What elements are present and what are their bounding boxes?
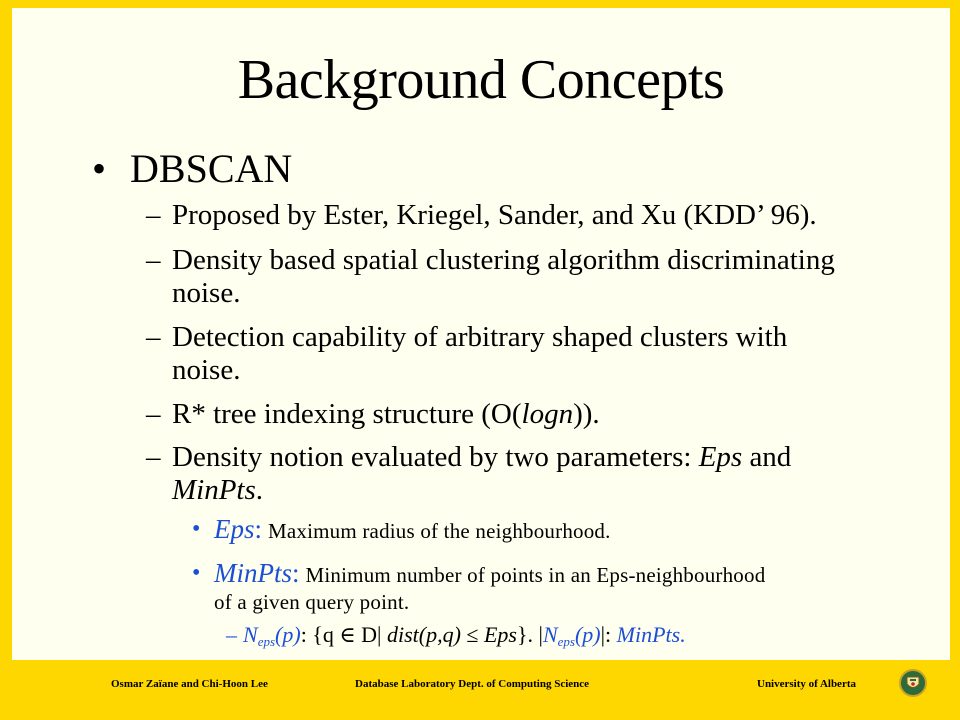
bullet-dot: • <box>92 146 107 191</box>
sub-item-3-text: Detection capability of arbitrary shaped clusters with noise. <box>172 321 788 386</box>
bullet-dot: • <box>192 560 201 586</box>
param-minpts <box>192 560 912 616</box>
bottom-border <box>0 704 960 720</box>
sub-item-5 <box>146 441 906 507</box>
dash: – <box>146 199 161 231</box>
sub-item-4-text: R* tree indexing structure (O(logn)). <box>172 398 600 430</box>
main-bullet <box>92 146 293 191</box>
dash: – <box>146 398 161 430</box>
param-eps-text: Eps: Maximum radius of the neighbourhood. <box>214 514 611 544</box>
main-bullet-label: DBSCAN <box>130 146 293 191</box>
param-minpts-text: MinPts: Minimum number of points in an Eps-neighbourhood of a given query point. <box>214 558 766 614</box>
sub-item-2 <box>146 244 906 310</box>
footer-university: University of Alberta <box>757 678 856 690</box>
footer-lab: Database Laboratory Dept. of Computing Science <box>355 678 590 690</box>
slide-body <box>12 8 950 660</box>
sub-item-1 <box>146 199 906 232</box>
dash: – <box>146 321 161 353</box>
neighbourhood-formula: – $N_{eps}(p)$: {q ∈ D| dist(p,q) ≤ Eps}. $|N_{eps}(p)|$: MinPts. <box>226 622 686 649</box>
slide-footer <box>0 664 960 704</box>
sub-item-4 <box>146 398 906 431</box>
slide-title: Background Concepts <box>237 49 725 111</box>
sub-item-2-text: Density based spatial clustering algorithm discriminating noise. <box>172 244 835 309</box>
sub-item-5-text: Density notion evaluated by two parameters: Eps and MinPts. <box>172 441 792 506</box>
footer-authors: Osmar Zaïane and Chi-Hoon Lee <box>111 678 268 690</box>
dash: – <box>146 441 161 473</box>
bullet-dot: • <box>192 516 201 542</box>
sub-item-1-text: Proposed by Ester, Kriegel, Sander, and Xu (KDD’ 96). <box>172 199 817 231</box>
param-eps <box>192 516 912 545</box>
sub-item-3 <box>146 321 906 387</box>
dash: – <box>146 244 161 276</box>
university-crest-icon <box>898 668 928 698</box>
